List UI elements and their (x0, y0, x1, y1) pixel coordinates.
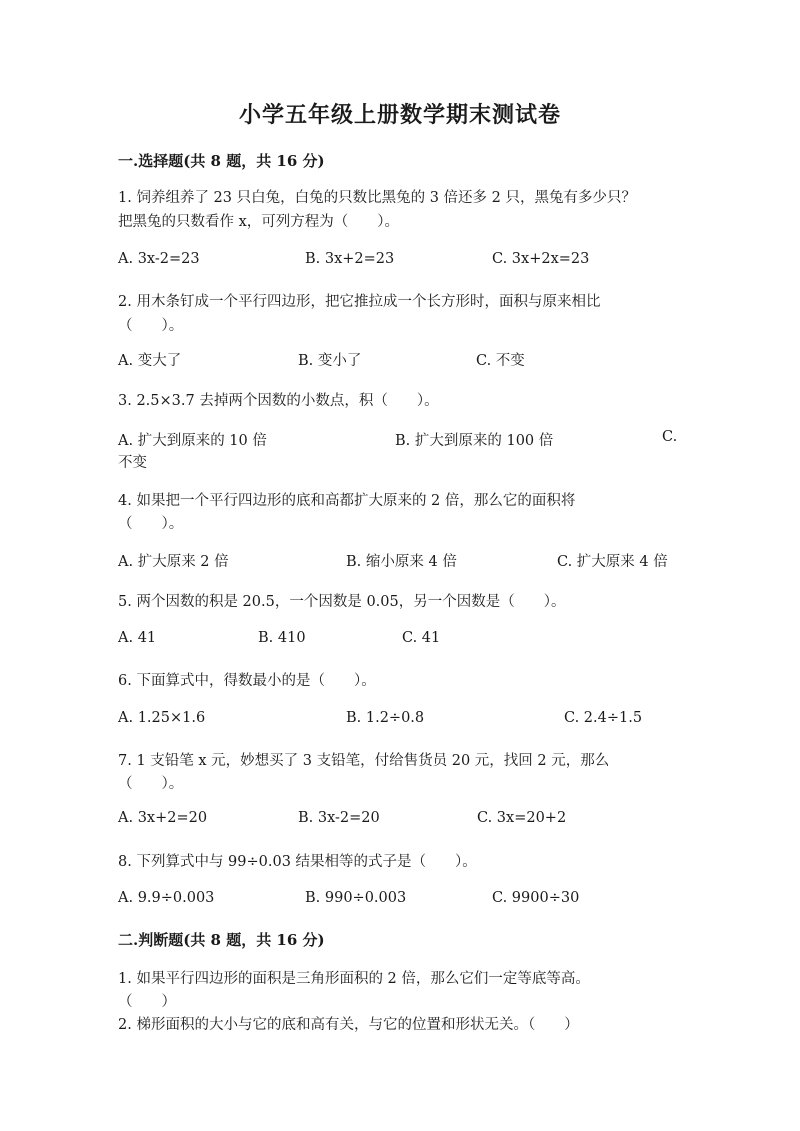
option-b: B. 410 (258, 630, 306, 646)
option-b: B. 990÷0.003 (305, 890, 407, 906)
question-line: 6. 下面算式中，得数最小的是（ ）。 (118, 673, 376, 689)
option-a: A. 扩大到原来的 10 倍 (118, 433, 267, 449)
question-line: 3. 2.5×3.7 去掉两个因数的小数点，积（ ）。 (118, 393, 439, 409)
option-a: A. 变大了 (118, 353, 182, 369)
option-c: C. 3x=20+2 (477, 810, 567, 826)
question-line: （ ）。 (118, 318, 184, 334)
option-a: A. 41 (118, 630, 157, 646)
question-line: 7. 1 支铅笔 x 元，妙想买了 3 支铅笔，付给售货员 20 元，找回 2 元，那么 (118, 753, 610, 769)
question-line: 1. 饲养组养了 23 只白兔，白兔的只数比黑兔的 3 倍还多 2 只，黑兔有多少只？ (118, 190, 636, 206)
section-heading-judge: 二.判断题(共 8 题，共 16 分) (118, 931, 325, 949)
judge-question-line: （ ） (118, 994, 176, 1010)
option-c: C. 不变 (476, 353, 525, 369)
option-b: B. 3x-2=20 (298, 810, 380, 826)
question-line: 2. 用木条钉成一个平行四边形，把它推拉成一个长方形时，面积与原来相比 (118, 294, 601, 310)
option-b: B. 3x+2=23 (305, 251, 395, 267)
option-a: A. 1.25×1.6 (118, 710, 206, 726)
question-line: 5. 两个因数的积是 20.5，一个因数是 0.05，另一个因数是（ ）。 (118, 594, 566, 610)
option-b: B. 1.2÷0.8 (346, 710, 425, 726)
question-line: 把黑兔的只数看作 x，可列方程为（ ）。 (118, 214, 400, 230)
option-b: B. 变小了 (298, 353, 362, 369)
option-c: C. 扩大原来 4 倍 (557, 554, 668, 570)
option-a: A. 扩大原来 2 倍 (118, 554, 229, 570)
option-a: A. 3x+2=20 (118, 810, 208, 826)
option-c: C. 9900÷30 (492, 890, 580, 906)
option-c-text: 不变 (118, 455, 147, 471)
option-b: B. 扩大到原来的 100 倍 (395, 433, 554, 449)
judge-question-line: 1. 如果平行四边形的面积是三角形面积的 2 倍，那么它们一定等底等高。 (118, 971, 590, 987)
option-c: C. 3x+2x=23 (492, 251, 590, 267)
question-line: 8. 下列算式中与 99÷0.03 结果相等的式子是（ ）。 (118, 854, 477, 870)
option-a: A. 9.9÷0.003 (118, 890, 215, 906)
section-heading-choice: 一.选择题(共 8 题，共 16 分) (118, 152, 325, 170)
question-line: （ ）。 (118, 516, 184, 532)
option-c: C. (662, 429, 678, 445)
question-line: 4. 如果把一个平行四边形的底和高都扩大原来的 2 倍，那么它的面积将 (118, 493, 576, 509)
option-c: C. 41 (402, 630, 441, 646)
judge-question-line: 2. 梯形面积的大小与它的底和高有关，与它的位置和形状无关。（ ） (118, 1017, 579, 1033)
option-b: B. 缩小原来 4 倍 (346, 554, 457, 570)
question-line: （ ）。 (118, 776, 184, 792)
page-title: 小学五年级上册数学期末测试卷 (238, 102, 561, 128)
option-c: C. 2.4÷1.5 (564, 710, 643, 726)
option-a: A. 3x-2=23 (118, 251, 200, 267)
